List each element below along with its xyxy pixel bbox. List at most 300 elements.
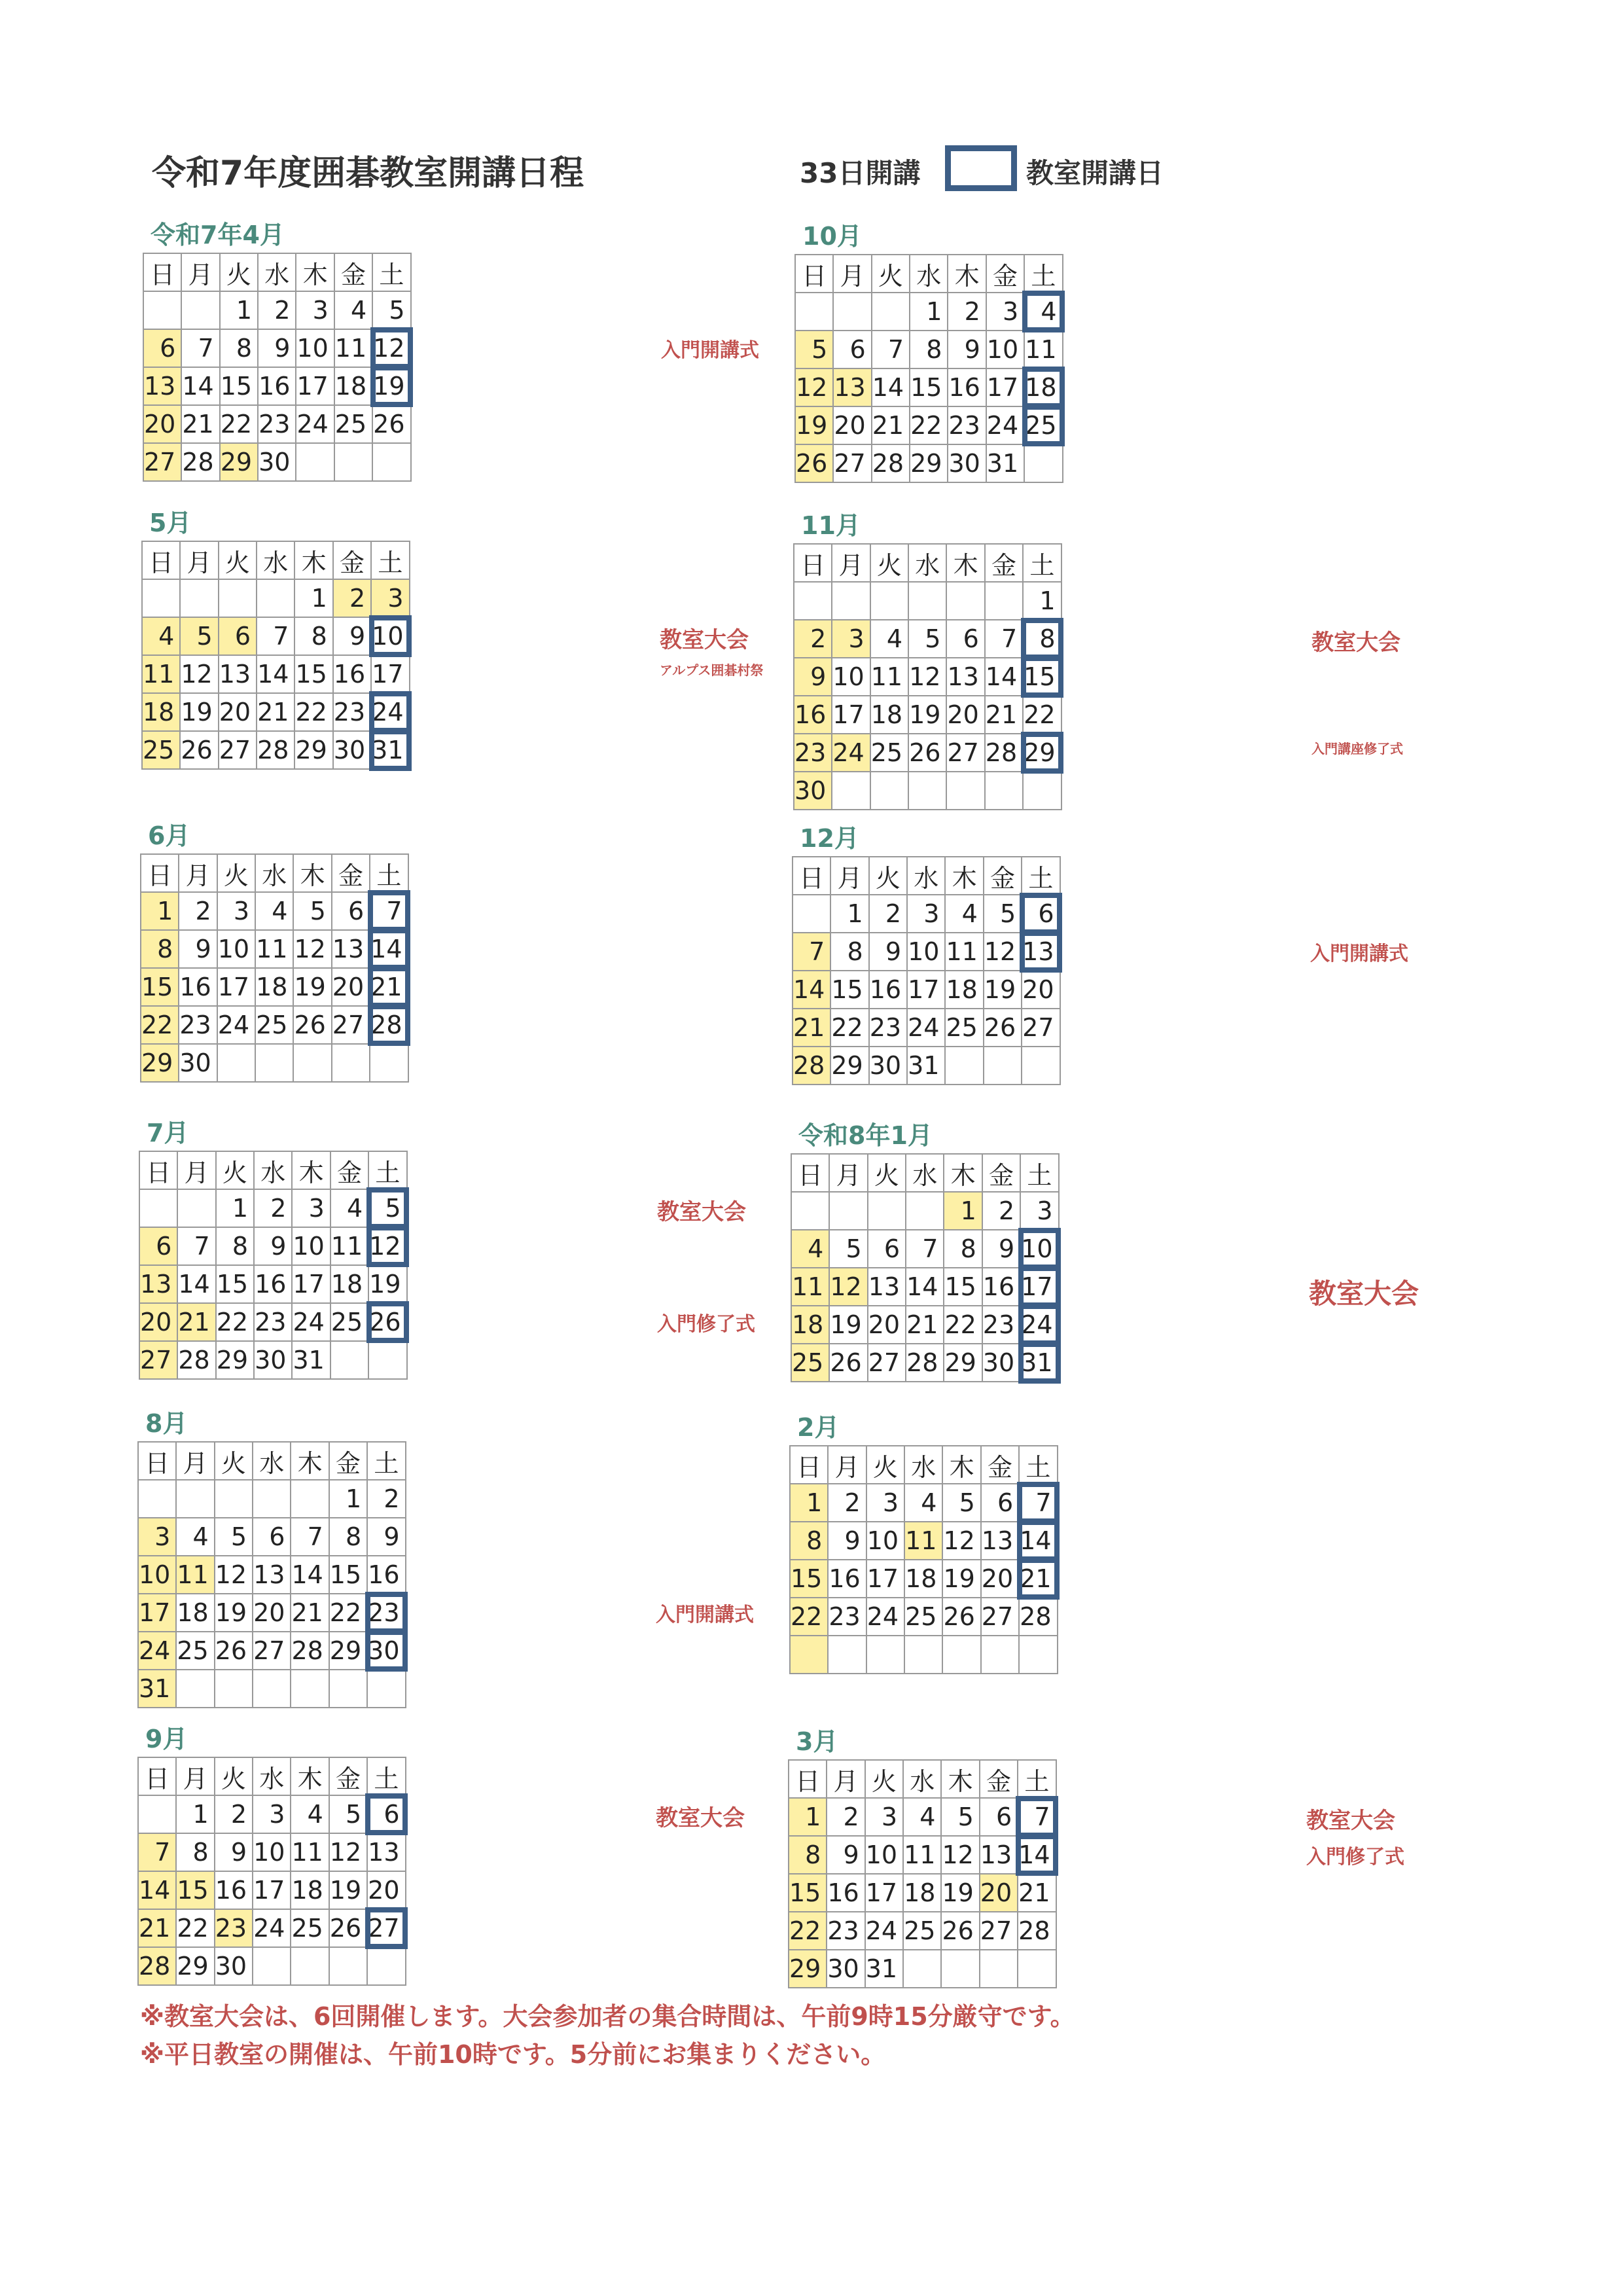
weekday-header: 水 <box>257 541 294 579</box>
class-day-cell: 24 <box>1020 1306 1058 1344</box>
day-cell: 13 <box>868 1268 906 1306</box>
empty-day-cell <box>138 1480 176 1518</box>
day-cell: 25 <box>330 1303 368 1341</box>
month-title: 2月 <box>797 1413 840 1442</box>
class-day-cell: 24 <box>371 693 409 731</box>
week-row <box>138 1871 406 1909</box>
day-cell: 11 <box>870 658 908 696</box>
empty-day-cell <box>367 1670 405 1708</box>
page-title: 令和7年度囲碁教室開講日程 <box>152 154 584 193</box>
footnote-tournament: ※教室大会は、6回開催します。大会参加者の集合時間は、午前9時15分厳守です。 <box>140 2002 1075 2031</box>
day-cell: 14 <box>181 367 219 405</box>
day-cell: 2 <box>827 1798 865 1836</box>
day-cell: 22 <box>141 1006 179 1044</box>
day-cell: 4 <box>330 1189 368 1227</box>
week-row <box>139 1227 407 1265</box>
empty-day-cell <box>981 1636 1019 1674</box>
day-cell: 12 <box>829 1268 867 1306</box>
day-cell: 13 <box>143 367 181 405</box>
day-cell: 8 <box>176 1833 214 1871</box>
day-cell: 25 <box>870 734 908 772</box>
weekday-header: 金 <box>329 1757 367 1795</box>
week-row <box>791 1192 1059 1230</box>
day-cell: 13 <box>946 658 984 696</box>
day-cell: 5 <box>908 620 946 658</box>
weekday-header: 金 <box>985 544 1023 582</box>
day-cell: 14 <box>872 368 910 406</box>
day-cell: 5 <box>215 1518 253 1556</box>
day-cell: 29 <box>944 1344 982 1382</box>
day-cell: 20 <box>332 968 370 1006</box>
day-cell: 26 <box>329 1909 367 1947</box>
day-cell: 25 <box>176 1632 214 1670</box>
weekday-header: 火 <box>215 1757 253 1795</box>
day-cell: 3 <box>371 579 409 617</box>
empty-day-cell <box>330 1341 368 1379</box>
legend-box-swatch <box>945 145 1017 191</box>
day-cell: 3 <box>296 291 334 329</box>
day-cell: 16 <box>948 368 986 406</box>
class-day-cell: 31 <box>1020 1344 1058 1382</box>
day-cell: 27 <box>868 1344 906 1382</box>
month-calendar-table <box>141 541 410 770</box>
day-cell: 20 <box>833 406 871 444</box>
day-cell: 9 <box>828 1522 866 1560</box>
day-cell: 26 <box>180 731 218 769</box>
day-cell: 3 <box>1020 1192 1058 1230</box>
day-cell: 17 <box>986 368 1024 406</box>
day-cell: 2 <box>948 293 986 331</box>
class-day-cell: 23 <box>367 1594 405 1632</box>
day-cell: 16 <box>869 971 907 1009</box>
week-row <box>795 444 1063 482</box>
day-cell: 29 <box>789 1950 827 1988</box>
day-cell: 18 <box>791 1306 829 1344</box>
day-cell: 6 <box>139 1227 177 1265</box>
day-cell: 31 <box>138 1670 176 1708</box>
day-cell: 1 <box>910 293 948 331</box>
day-cell: 22 <box>220 405 258 443</box>
day-cell: 19 <box>293 968 331 1006</box>
weekday-header: 月 <box>179 854 217 892</box>
day-cell: 17 <box>866 1560 904 1598</box>
empty-day-cell <box>790 1636 828 1674</box>
weekday-header: 金 <box>982 1154 1020 1192</box>
weekday-header-row <box>791 1154 1059 1192</box>
day-cell: 29 <box>141 1044 179 1082</box>
event-note: 教室大会 <box>1306 1808 1395 1834</box>
day-cell: 21 <box>138 1909 176 1947</box>
empty-day-cell <box>946 582 984 620</box>
empty-day-cell <box>367 1947 405 1985</box>
day-cell: 18 <box>870 696 908 734</box>
weekday-header-row <box>794 544 1061 582</box>
class-day-cell: 4 <box>1024 293 1062 331</box>
month-calendar-table <box>137 1757 406 1986</box>
weekday-header: 火 <box>217 854 255 892</box>
weekday-header: 火 <box>220 253 258 291</box>
empty-day-cell <box>870 772 908 810</box>
day-cell: 23 <box>869 1009 907 1047</box>
class-day-cell: 19 <box>372 367 410 405</box>
class-day-cell: 6 <box>367 1795 405 1833</box>
day-cell: 11 <box>904 1522 942 1560</box>
day-cell: 28 <box>257 731 294 769</box>
day-cell: 9 <box>794 658 832 696</box>
day-cell: 14 <box>138 1871 176 1909</box>
week-row <box>143 443 411 481</box>
week-row <box>138 1909 406 1947</box>
weekday-header: 水 <box>253 1757 291 1795</box>
weekday-header: 水 <box>253 1442 291 1480</box>
day-cell: 23 <box>254 1303 292 1341</box>
day-cell: 18 <box>176 1594 214 1632</box>
day-cell: 8 <box>220 329 258 367</box>
day-cell: 30 <box>215 1947 253 1985</box>
week-row <box>142 617 410 655</box>
day-cell: 15 <box>329 1556 367 1594</box>
day-cell: 1 <box>944 1192 982 1230</box>
empty-day-cell <box>255 1044 293 1082</box>
day-cell: 7 <box>793 933 830 971</box>
day-cell: 22 <box>1023 696 1061 734</box>
day-cell: 14 <box>793 971 830 1009</box>
weekday-header: 土 <box>1019 1446 1057 1484</box>
day-cell: 11 <box>330 1227 368 1265</box>
class-day-cell: 31 <box>371 731 409 769</box>
day-cell: 8 <box>216 1227 254 1265</box>
day-cell: 4 <box>291 1795 329 1833</box>
day-cell: 10 <box>865 1836 903 1874</box>
empty-day-cell <box>1018 1950 1056 1988</box>
event-note: 入門修了式 <box>657 1313 755 1336</box>
day-cell: 25 <box>334 405 372 443</box>
week-row <box>138 1833 406 1871</box>
month-title: 11月 <box>801 511 861 540</box>
day-cell: 27 <box>219 731 257 769</box>
day-cell: 14 <box>291 1556 329 1594</box>
event-note: 教室大会 <box>660 627 749 653</box>
class-day-cell: 10 <box>371 617 409 655</box>
weekday-header-row <box>139 1151 407 1189</box>
day-cell: 11 <box>291 1833 329 1871</box>
empty-day-cell <box>177 1189 215 1227</box>
empty-day-cell <box>908 582 946 620</box>
day-cell: 12 <box>941 1836 979 1874</box>
day-cell: 30 <box>827 1950 865 1988</box>
weekday-header: 土 <box>368 1151 406 1189</box>
empty-day-cell <box>296 443 334 481</box>
empty-day-cell <box>795 293 833 331</box>
week-row <box>138 1795 406 1833</box>
day-cell: 13 <box>219 655 257 693</box>
day-cell: 18 <box>903 1874 941 1912</box>
day-cell: 15 <box>910 368 948 406</box>
week-row <box>138 1947 406 1985</box>
day-cell: 17 <box>371 655 409 693</box>
day-cell: 28 <box>1018 1912 1056 1950</box>
weekday-header: 水 <box>904 1446 942 1484</box>
day-cell: 28 <box>1019 1598 1057 1636</box>
class-day-cell: 14 <box>370 930 408 968</box>
day-cell: 26 <box>941 1912 979 1950</box>
day-cell: 3 <box>865 1798 903 1836</box>
day-cell: 6 <box>946 620 984 658</box>
week-row <box>794 582 1061 620</box>
day-cell: 9 <box>948 331 986 368</box>
day-cell: 4 <box>904 1484 942 1522</box>
empty-day-cell <box>829 1192 867 1230</box>
day-cell: 8 <box>830 933 868 971</box>
day-cell: 4 <box>334 291 372 329</box>
weekday-header: 金 <box>980 1760 1018 1798</box>
weekday-header: 水 <box>906 1154 944 1192</box>
weekday-header: 木 <box>292 1151 330 1189</box>
day-cell: 27 <box>253 1632 291 1670</box>
month-title: 9月 <box>145 1725 188 1753</box>
empty-day-cell <box>832 582 870 620</box>
day-cell: 16 <box>258 367 296 405</box>
weekday-header: 土 <box>1020 1154 1058 1192</box>
empty-day-cell <box>291 1480 329 1518</box>
weekday-header: 日 <box>138 1442 176 1480</box>
week-row <box>789 1798 1056 1836</box>
day-cell: 12 <box>215 1556 253 1594</box>
day-cell: 29 <box>220 443 258 481</box>
event-note: アルプス囲碁村祭 <box>660 662 764 678</box>
day-cell: 2 <box>333 579 371 617</box>
day-cell: 16 <box>794 696 832 734</box>
day-cell: 9 <box>258 329 296 367</box>
day-cell: 1 <box>1023 582 1061 620</box>
class-day-cell: 15 <box>1023 658 1061 696</box>
day-cell: 7 <box>181 329 219 367</box>
empty-day-cell <box>253 1947 291 1985</box>
day-cell: 14 <box>906 1268 944 1306</box>
day-cell: 19 <box>215 1594 253 1632</box>
weekday-header: 木 <box>946 544 984 582</box>
empty-day-cell <box>984 1047 1022 1085</box>
day-cell: 27 <box>981 1598 1019 1636</box>
class-day-cell: 14 <box>1019 1522 1057 1560</box>
empty-day-cell <box>142 579 180 617</box>
day-cell: 16 <box>982 1268 1020 1306</box>
month-calendar-table <box>139 1151 408 1380</box>
day-cell: 3 <box>907 895 945 933</box>
weekday-header-row <box>790 1446 1058 1484</box>
day-cell: 3 <box>866 1484 904 1522</box>
day-cell: 20 <box>219 693 257 731</box>
week-row <box>791 1306 1059 1344</box>
day-cell: 16 <box>179 968 217 1006</box>
weekday-header: 水 <box>258 253 296 291</box>
day-cell: 12 <box>795 368 833 406</box>
day-cell: 22 <box>329 1594 367 1632</box>
day-cell: 9 <box>254 1227 292 1265</box>
week-row <box>794 696 1061 734</box>
week-row <box>141 1044 408 1082</box>
day-cell: 22 <box>944 1306 982 1344</box>
week-row <box>791 1230 1059 1268</box>
day-cell: 1 <box>790 1484 828 1522</box>
week-row <box>138 1670 406 1708</box>
day-cell: 16 <box>828 1560 866 1598</box>
day-cell: 27 <box>833 444 871 482</box>
day-cell: 24 <box>865 1912 903 1950</box>
month-calendar-table <box>140 853 409 1083</box>
weekday-header: 金 <box>333 541 371 579</box>
day-cell: 23 <box>258 405 296 443</box>
empty-day-cell <box>143 291 181 329</box>
class-day-cell: 13 <box>1022 933 1060 971</box>
day-cell: 19 <box>368 1265 406 1303</box>
class-day-cell: 29 <box>1023 734 1061 772</box>
day-cell: 5 <box>372 291 410 329</box>
day-cell: 24 <box>986 406 1024 444</box>
empty-day-cell <box>791 1192 829 1230</box>
day-cell: 20 <box>143 405 181 443</box>
day-cell: 21 <box>1018 1874 1056 1912</box>
day-cell: 11 <box>945 933 983 971</box>
class-day-cell: 12 <box>368 1227 406 1265</box>
empty-day-cell <box>329 1947 367 1985</box>
day-cell: 5 <box>293 892 331 930</box>
day-cell: 11 <box>1024 331 1062 368</box>
weekday-header: 月 <box>828 1446 866 1484</box>
weekday-header: 木 <box>942 1446 980 1484</box>
weekday-header: 月 <box>176 1442 214 1480</box>
day-cell: 9 <box>367 1518 405 1556</box>
weekday-header: 火 <box>219 541 257 579</box>
day-cell: 1 <box>329 1480 367 1518</box>
day-cell: 18 <box>291 1871 329 1909</box>
day-cell: 10 <box>296 329 334 367</box>
weekday-header: 水 <box>255 854 293 892</box>
day-cell: 9 <box>869 933 907 971</box>
day-cell: 3 <box>986 293 1024 331</box>
day-cell: 24 <box>866 1598 904 1636</box>
day-cell: 6 <box>981 1484 1019 1522</box>
weekday-header: 火 <box>215 1442 253 1480</box>
day-cell: 15 <box>294 655 332 693</box>
day-cell: 4 <box>791 1230 829 1268</box>
weekday-header: 土 <box>367 1757 405 1795</box>
empty-day-cell <box>872 293 910 331</box>
weekday-header: 木 <box>291 1442 329 1480</box>
day-cell: 7 <box>872 331 910 368</box>
day-cell: 25 <box>903 1912 941 1950</box>
day-cell: 11 <box>334 329 372 367</box>
empty-day-cell <box>1023 772 1061 810</box>
day-cell: 9 <box>982 1230 1020 1268</box>
day-cell: 21 <box>257 693 294 731</box>
day-cell: 2 <box>367 1480 405 1518</box>
day-cell: 8 <box>329 1518 367 1556</box>
empty-day-cell <box>329 1670 367 1708</box>
weekday-header: 日 <box>138 1757 176 1795</box>
day-cell: 28 <box>291 1632 329 1670</box>
day-cell: 30 <box>794 772 832 810</box>
day-cell: 24 <box>296 405 334 443</box>
week-row <box>138 1594 406 1632</box>
weekday-header: 火 <box>872 255 910 293</box>
weekday-header: 土 <box>1022 857 1060 895</box>
empty-day-cell <box>794 582 832 620</box>
weekday-header: 日 <box>790 1446 828 1484</box>
day-cell: 22 <box>176 1909 214 1947</box>
empty-day-cell <box>985 772 1023 810</box>
day-cell: 13 <box>980 1836 1018 1874</box>
weekday-header-row <box>793 857 1060 895</box>
day-cell: 27 <box>946 734 984 772</box>
day-cell: 28 <box>872 444 910 482</box>
day-cell: 1 <box>789 1798 827 1836</box>
day-cell: 1 <box>216 1189 254 1227</box>
day-cell: 10 <box>253 1833 291 1871</box>
weekday-header: 月 <box>829 1154 867 1192</box>
week-row <box>142 693 410 731</box>
day-cell: 3 <box>138 1518 176 1556</box>
empty-day-cell <box>868 1192 906 1230</box>
empty-day-cell <box>291 1947 329 1985</box>
day-cell: 16 <box>827 1874 865 1912</box>
day-cell: 5 <box>829 1230 867 1268</box>
weekday-header: 月 <box>177 1151 215 1189</box>
month-calendar-table <box>788 1759 1057 1988</box>
month-calendar-table <box>794 254 1063 483</box>
day-cell: 23 <box>215 1909 253 1947</box>
day-cell: 15 <box>216 1265 254 1303</box>
week-row <box>139 1303 407 1341</box>
day-cell: 26 <box>942 1598 980 1636</box>
day-cell: 27 <box>332 1006 370 1044</box>
empty-day-cell <box>1019 1636 1057 1674</box>
day-cell: 23 <box>333 693 371 731</box>
empty-day-cell <box>793 895 830 933</box>
empty-day-cell <box>903 1950 941 1988</box>
empty-day-cell <box>904 1636 942 1674</box>
day-cell: 7 <box>257 617 294 655</box>
class-day-cell: 21 <box>1019 1560 1057 1598</box>
day-cell: 2 <box>215 1795 253 1833</box>
day-cell: 8 <box>294 617 332 655</box>
day-cell: 19 <box>829 1306 867 1344</box>
weekday-header: 木 <box>294 541 332 579</box>
day-cell: 2 <box>258 291 296 329</box>
week-row <box>790 1484 1058 1522</box>
event-note: 教室大会 <box>1309 1278 1419 1310</box>
day-cell: 19 <box>942 1560 980 1598</box>
day-cell: 10 <box>907 933 945 971</box>
day-cell: 16 <box>215 1871 253 1909</box>
weekday-header: 日 <box>143 253 181 291</box>
day-cell: 2 <box>828 1484 866 1522</box>
empty-day-cell <box>370 1044 408 1082</box>
day-cell: 28 <box>793 1047 830 1085</box>
day-cell: 4 <box>142 617 180 655</box>
class-day-cell: 14 <box>1018 1836 1056 1874</box>
empty-day-cell <box>908 772 946 810</box>
class-day-cell: 7 <box>1018 1798 1056 1836</box>
footnote-weekday-class: ※平日教室の開催は、午前10時です。5分前にお集まりください。 <box>140 2040 886 2069</box>
empty-day-cell <box>176 1670 214 1708</box>
weekday-header: 金 <box>984 857 1022 895</box>
day-cell: 17 <box>292 1265 330 1303</box>
day-cell: 26 <box>908 734 946 772</box>
day-cell: 7 <box>291 1518 329 1556</box>
week-row <box>791 1344 1059 1382</box>
day-cell: 22 <box>910 406 948 444</box>
